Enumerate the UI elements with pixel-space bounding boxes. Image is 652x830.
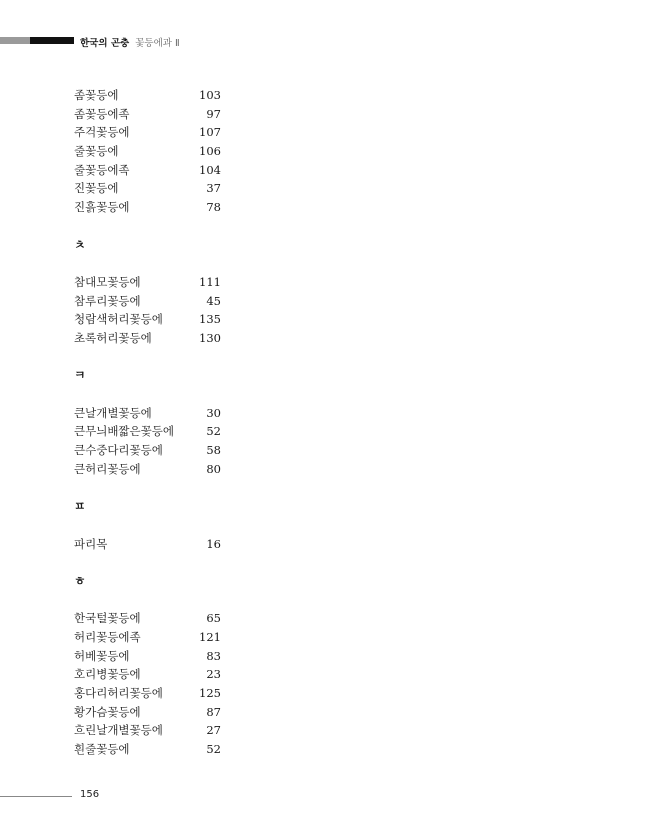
entry-name: 좀꽃등에 xyxy=(74,88,119,102)
entry-page: 87 xyxy=(206,704,221,719)
index-entry xyxy=(74,142,224,161)
index-entry xyxy=(74,179,224,198)
entry-page: 121 xyxy=(199,629,221,644)
entry-name: 좀꽃등에족 xyxy=(74,106,130,121)
entry-name: 진흙꽃등에 xyxy=(74,200,130,215)
entry-name: 호리병꽃등에 xyxy=(74,667,141,682)
index-list xyxy=(74,86,224,759)
index-entry xyxy=(74,441,224,460)
index-entry xyxy=(74,329,224,348)
entry-name: 줄꽃등에족 xyxy=(74,162,130,177)
entry-name: 큰날개별꽃등에 xyxy=(74,405,152,420)
entry-page: 52 xyxy=(206,742,221,757)
entry-page: 23 xyxy=(206,667,221,682)
index-entry xyxy=(74,273,224,292)
entry-page: 106 xyxy=(199,144,221,159)
index-entry xyxy=(74,647,224,666)
entry-name: 진꽃등에 xyxy=(74,181,119,196)
entry-page: 97 xyxy=(206,106,221,121)
entry-page: 111 xyxy=(199,274,221,289)
index-entry xyxy=(74,292,224,311)
entry-name: 청람색허리꽃등에 xyxy=(74,312,163,327)
index-entry xyxy=(74,609,224,628)
entry-name: 홍다리허리꽃등에 xyxy=(74,686,163,700)
index-entry xyxy=(74,161,224,180)
index-entry xyxy=(74,123,224,142)
footer-line xyxy=(0,796,72,797)
entry-name: 흐린날개별꽃등에 xyxy=(74,723,163,738)
index-section-heading: ㅎ xyxy=(74,573,86,588)
header-bar-gray xyxy=(0,37,30,44)
index-entry xyxy=(74,535,224,554)
entry-page: 65 xyxy=(206,611,221,626)
header-bar-black xyxy=(30,37,74,44)
index-entry xyxy=(74,740,224,759)
entry-page: 45 xyxy=(206,293,221,308)
entry-page: 107 xyxy=(199,125,221,140)
entry-name: 큰수중다리꽃등에 xyxy=(74,443,163,458)
entry-page: 78 xyxy=(206,200,221,215)
entry-page: 135 xyxy=(199,312,221,327)
entry-page: 16 xyxy=(206,536,221,551)
index-section-heading: ㅍ xyxy=(74,499,86,514)
entry-name: 허베꽃등에 xyxy=(74,648,130,663)
entry-page: 27 xyxy=(206,723,221,738)
entry-name: 큰무늬배짧은꽃등에 xyxy=(74,424,174,439)
index-entry xyxy=(74,86,224,105)
index-entry xyxy=(74,198,224,217)
entry-name: 참대모꽃등에 xyxy=(74,274,141,289)
entry-page: 104 xyxy=(199,162,221,177)
entry-name: 파리목 xyxy=(74,536,108,551)
entry-name: 흰줄꽃등에 xyxy=(74,742,130,757)
book-title: 한국의 곤충 xyxy=(80,38,130,49)
entry-page: 103 xyxy=(199,88,221,102)
index-entry xyxy=(74,703,224,722)
index-entry xyxy=(74,310,224,329)
entry-page: 30 xyxy=(206,405,221,420)
entry-name: 줄꽃등에 xyxy=(74,144,119,159)
entry-page: 83 xyxy=(206,648,221,663)
entry-name: 참루리꽃등에 xyxy=(74,293,141,308)
entry-name: 큰허리꽃등에 xyxy=(74,461,141,476)
entry-page: 58 xyxy=(206,443,221,458)
index-entry xyxy=(74,460,224,479)
page-number: 156 xyxy=(80,789,100,800)
entry-name: 한국털꽃등에 xyxy=(74,611,141,626)
entry-name: 황가슴꽃등에 xyxy=(74,704,141,719)
entry-name: 허리꽃등에족 xyxy=(74,629,141,644)
index-entry xyxy=(74,684,224,703)
entry-page: 37 xyxy=(206,181,221,196)
index-entry xyxy=(74,721,224,740)
index-entry xyxy=(74,404,224,423)
entry-page: 125 xyxy=(199,686,221,700)
entry-name: 주걱꽃등에 xyxy=(74,125,130,140)
entry-page: 130 xyxy=(199,330,221,345)
entry-page: 80 xyxy=(206,461,221,476)
index-entry xyxy=(74,105,224,124)
index-entry xyxy=(74,665,224,684)
entry-page: 52 xyxy=(206,424,221,439)
index-section-heading: ㅋ xyxy=(74,368,86,383)
running-header xyxy=(80,35,180,49)
index-entry xyxy=(74,422,224,441)
index-entry xyxy=(74,628,224,647)
chapter-title: 꽃등에과 Ⅱ xyxy=(135,38,180,49)
index-section-heading: ㅊ xyxy=(74,237,86,252)
entry-name: 초록허리꽃등에 xyxy=(74,330,152,345)
